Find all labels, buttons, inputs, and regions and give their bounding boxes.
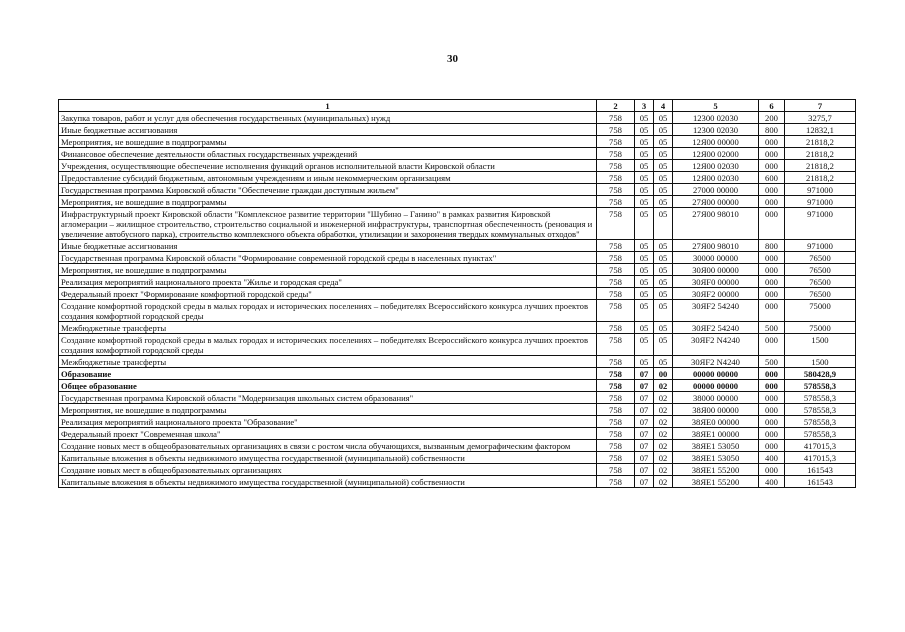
ministry-code-cell: 758 (597, 356, 635, 368)
header-cell: 2 (597, 100, 635, 112)
amount-cell: 21818,2 (785, 160, 856, 172)
row-name-cell: Создание комфортной городской среды в малых городах и исторических поселениях – победителях Всероссийского конкурса лучших проектов создания комфортной городской среды (59, 334, 597, 356)
table-row (59, 440, 856, 452)
expense-type-cell: 200 (759, 112, 785, 124)
subsection-code-cell: 02 (654, 476, 673, 488)
section-code-cell: 07 (635, 368, 654, 380)
subsection-code-cell: 02 (654, 452, 673, 464)
amount-cell: 417015,3 (785, 452, 856, 464)
expense-type-cell: 600 (759, 172, 785, 184)
ministry-code-cell: 758 (597, 112, 635, 124)
ministry-code-cell: 758 (597, 368, 635, 380)
section-code-cell: 07 (635, 380, 654, 392)
subsection-code-cell: 02 (654, 380, 673, 392)
ministry-code-cell: 758 (597, 252, 635, 264)
table-row (59, 136, 856, 148)
table-row (59, 322, 856, 334)
section-code-cell: 07 (635, 452, 654, 464)
row-name-cell: Создание комфортной городской среды в малых городах и исторических поселениях – победителях Всероссийского конкурса лучших проектов создания комфортной городской среды (59, 300, 597, 322)
target-article-cell: 30000 00000 (673, 252, 759, 264)
section-code-cell: 07 (635, 428, 654, 440)
ministry-code-cell: 758 (597, 416, 635, 428)
row-name-cell: Финансовое обеспечение деятельности областных государственных учреждений (59, 148, 597, 160)
table-header-row (59, 100, 856, 112)
row-name-cell: Создание новых мест в общеобразовательных организациях в связи с ростом числа обучающихся, вызванным демографическим фактором (59, 440, 597, 452)
table-row (59, 300, 856, 322)
expense-type-cell: 000 (759, 148, 785, 160)
section-code-cell: 07 (635, 476, 654, 488)
row-name-cell: Учреждения, осуществляющие обеспечение исполнения функций органов исполнительной власти Кировской области (59, 160, 597, 172)
table-row (59, 464, 856, 476)
row-name-cell: Мероприятия, не вошедшие в подпрограммы (59, 264, 597, 276)
ministry-code-cell: 758 (597, 300, 635, 322)
target-article-cell: 27Я00 98010 (673, 208, 759, 240)
subsection-code-cell: 05 (654, 160, 673, 172)
section-code-cell: 07 (635, 404, 654, 416)
subsection-code-cell: 05 (654, 240, 673, 252)
ministry-code-cell: 758 (597, 136, 635, 148)
row-name-cell: Мероприятия, не вошедшие в подпрограммы (59, 136, 597, 148)
section-code-cell: 07 (635, 440, 654, 452)
section-code-cell: 05 (635, 172, 654, 184)
amount-cell: 417015,3 (785, 440, 856, 452)
target-article-cell: 30ЯF2 N4240 (673, 334, 759, 356)
page-number: 30 (447, 53, 458, 65)
row-name-cell: Межбюджетные трансферты (59, 322, 597, 334)
expense-type-cell: 000 (759, 196, 785, 208)
header-cell: 1 (59, 100, 597, 112)
row-name-cell: Межбюджетные трансферты (59, 356, 597, 368)
amount-cell: 1500 (785, 334, 856, 356)
amount-cell: 1500 (785, 356, 856, 368)
target-article-cell: 30ЯF2 N4240 (673, 356, 759, 368)
amount-cell: 578558,3 (785, 428, 856, 440)
table-row (59, 208, 856, 240)
expense-type-cell: 500 (759, 356, 785, 368)
subsection-code-cell: 05 (654, 252, 673, 264)
amount-cell: 971000 (785, 196, 856, 208)
budget-table (58, 99, 856, 488)
section-code-cell: 05 (635, 196, 654, 208)
row-name-cell: Предоставление субсидий бюджетным, автономным учреждениям и иным некоммерческим организациям (59, 172, 597, 184)
subsection-code-cell: 05 (654, 148, 673, 160)
target-article-cell: 38ЯЕ1 55200 (673, 464, 759, 476)
ministry-code-cell: 758 (597, 196, 635, 208)
table-row (59, 404, 856, 416)
row-name-cell: Мероприятия, не вошедшие в подпрограммы (59, 196, 597, 208)
expense-type-cell: 000 (759, 428, 785, 440)
header-cell: 3 (635, 100, 654, 112)
row-name-cell: Реализация мероприятий национального проекта "Жилье и городская среда" (59, 276, 597, 288)
table-row (59, 184, 856, 196)
subsection-code-cell: 05 (654, 356, 673, 368)
section-code-cell: 07 (635, 416, 654, 428)
expense-type-cell: 000 (759, 264, 785, 276)
header-cell: 6 (759, 100, 785, 112)
ministry-code-cell: 758 (597, 440, 635, 452)
section-code-cell: 05 (635, 334, 654, 356)
row-name-cell: Государственная программа Кировской области "Формирование современной городской среды в населенных пунктах" (59, 252, 597, 264)
table-row (59, 416, 856, 428)
section-code-cell: 05 (635, 160, 654, 172)
section-code-cell: 05 (635, 136, 654, 148)
ministry-code-cell: 758 (597, 264, 635, 276)
row-name-cell: Иные бюджетные ассигнования (59, 124, 597, 136)
ministry-code-cell: 758 (597, 452, 635, 464)
expense-type-cell: 800 (759, 124, 785, 136)
expense-type-cell: 500 (759, 322, 785, 334)
expense-type-cell: 000 (759, 136, 785, 148)
amount-cell: 3275,7 (785, 112, 856, 124)
expense-type-cell: 000 (759, 404, 785, 416)
table-row (59, 276, 856, 288)
row-name-cell: Государственная программа Кировской области "Модернизация школьных систем образования" (59, 392, 597, 404)
target-article-cell: 30ЯF2 54240 (673, 300, 759, 322)
table-row (59, 380, 856, 392)
ministry-code-cell: 758 (597, 334, 635, 356)
subsection-code-cell: 05 (654, 196, 673, 208)
expense-type-cell: 000 (759, 440, 785, 452)
table-row (59, 148, 856, 160)
row-name-cell: Капитальные вложения в объекты недвижимого имущества государственной (муниципальной) собственности (59, 476, 597, 488)
row-name-cell: Закупка товаров, работ и услуг для обеспечения государственных (муниципальных) нужд (59, 112, 597, 124)
expense-type-cell: 000 (759, 334, 785, 356)
row-name-cell: Образование (59, 368, 597, 380)
table-row (59, 392, 856, 404)
table-row (59, 452, 856, 464)
expense-type-cell: 000 (759, 392, 785, 404)
ministry-code-cell: 758 (597, 464, 635, 476)
section-code-cell: 05 (635, 240, 654, 252)
row-name-cell: Государственная программа Кировской области "Обеспечение граждан доступным жильем" (59, 184, 597, 196)
target-article-cell: 12Я00 00000 (673, 136, 759, 148)
amount-cell: 578558,3 (785, 380, 856, 392)
amount-cell: 971000 (785, 184, 856, 196)
amount-cell: 21818,2 (785, 172, 856, 184)
header-cell: 4 (654, 100, 673, 112)
expense-type-cell: 000 (759, 416, 785, 428)
subsection-code-cell: 05 (654, 172, 673, 184)
amount-cell: 578558,3 (785, 392, 856, 404)
expense-type-cell: 000 (759, 380, 785, 392)
expense-type-cell: 000 (759, 276, 785, 288)
target-article-cell: 00000 00000 (673, 368, 759, 380)
ministry-code-cell: 758 (597, 288, 635, 300)
ministry-code-cell: 758 (597, 428, 635, 440)
target-article-cell: 38Я00 00000 (673, 404, 759, 416)
ministry-code-cell: 758 (597, 404, 635, 416)
section-code-cell: 05 (635, 288, 654, 300)
expense-type-cell: 000 (759, 184, 785, 196)
target-article-cell: 12Я00 02030 (673, 160, 759, 172)
target-article-cell: 27Я00 98010 (673, 240, 759, 252)
ministry-code-cell: 758 (597, 148, 635, 160)
table-row (59, 334, 856, 356)
target-article-cell: 27000 00000 (673, 184, 759, 196)
ministry-code-cell: 758 (597, 392, 635, 404)
table-row (59, 476, 856, 488)
amount-cell: 578558,3 (785, 416, 856, 428)
expense-type-cell: 000 (759, 288, 785, 300)
amount-cell: 21818,2 (785, 148, 856, 160)
expense-type-cell: 000 (759, 464, 785, 476)
amount-cell: 76500 (785, 252, 856, 264)
target-article-cell: 30ЯF0 00000 (673, 276, 759, 288)
ministry-code-cell: 758 (597, 184, 635, 196)
row-name-cell: Инфраструктурный проект Кировской области "Комплексное развитие территории "Шубино – Ганино" в рамках развития Кировской агломерации – жилищное строительство, строительство социальной и инженерной инфраструктуры, транспортная обеспеченность (реновация и увеличение автобусного парка), строительство комплексного объекта обработки, утилизации и захоронения твердых коммунальных отходов" (59, 208, 597, 240)
table-row (59, 252, 856, 264)
row-name-cell: Иные бюджетные ассигнования (59, 240, 597, 252)
table-row (59, 264, 856, 276)
target-article-cell: 12300 02030 (673, 124, 759, 136)
ministry-code-cell: 758 (597, 476, 635, 488)
amount-cell: 76500 (785, 288, 856, 300)
subsection-code-cell: 05 (654, 136, 673, 148)
amount-cell: 75000 (785, 300, 856, 322)
row-name-cell: Федеральный проект "Современная школа" (59, 428, 597, 440)
subsection-code-cell: 02 (654, 440, 673, 452)
target-article-cell: 38ЯЕ1 53050 (673, 452, 759, 464)
amount-cell: 75000 (785, 322, 856, 334)
expense-type-cell: 400 (759, 476, 785, 488)
subsection-code-cell: 00 (654, 368, 673, 380)
target-article-cell: 00000 00000 (673, 380, 759, 392)
subsection-code-cell: 02 (654, 404, 673, 416)
expense-type-cell: 800 (759, 240, 785, 252)
amount-cell: 971000 (785, 240, 856, 252)
target-article-cell: 38ЯЕ1 00000 (673, 428, 759, 440)
section-code-cell: 05 (635, 300, 654, 322)
row-name-cell: Федеральный проект "Формирование комфортной городской среды" (59, 288, 597, 300)
table-row (59, 368, 856, 380)
target-article-cell: 12Я00 02030 (673, 172, 759, 184)
section-code-cell: 05 (635, 264, 654, 276)
amount-cell: 580428,9 (785, 368, 856, 380)
section-code-cell: 05 (635, 124, 654, 136)
ministry-code-cell: 758 (597, 276, 635, 288)
target-article-cell: 38ЯЕ0 00000 (673, 416, 759, 428)
target-article-cell: 38ЯЕ1 55200 (673, 476, 759, 488)
section-code-cell: 05 (635, 322, 654, 334)
subsection-code-cell: 05 (654, 288, 673, 300)
table-row (59, 428, 856, 440)
amount-cell: 578558,3 (785, 404, 856, 416)
subsection-code-cell: 05 (654, 184, 673, 196)
ministry-code-cell: 758 (597, 380, 635, 392)
section-code-cell: 05 (635, 112, 654, 124)
section-code-cell: 05 (635, 276, 654, 288)
table-row (59, 112, 856, 124)
row-name-cell: Мероприятия, не вошедшие в подпрограммы (59, 404, 597, 416)
expense-type-cell: 000 (759, 368, 785, 380)
table-row (59, 356, 856, 368)
table-row (59, 124, 856, 136)
section-code-cell: 05 (635, 184, 654, 196)
target-article-cell: 12Я00 02000 (673, 148, 759, 160)
header-cell: 7 (785, 100, 856, 112)
subsection-code-cell: 05 (654, 300, 673, 322)
row-name-cell: Создание новых мест в общеобразовательных организациях (59, 464, 597, 476)
ministry-code-cell: 758 (597, 208, 635, 240)
table-row (59, 240, 856, 252)
amount-cell: 76500 (785, 276, 856, 288)
target-article-cell: 30ЯF2 54240 (673, 322, 759, 334)
row-name-cell: Капитальные вложения в объекты недвижимого имущества государственной (муниципальной) собственности (59, 452, 597, 464)
subsection-code-cell: 05 (654, 264, 673, 276)
section-code-cell: 05 (635, 148, 654, 160)
section-code-cell: 07 (635, 464, 654, 476)
subsection-code-cell: 02 (654, 428, 673, 440)
row-name-cell: Реализация мероприятий национального проекта "Образование" (59, 416, 597, 428)
amount-cell: 161543 (785, 476, 856, 488)
target-article-cell: 38ЯЕ1 53050 (673, 440, 759, 452)
target-article-cell: 30Я00 00000 (673, 264, 759, 276)
table-row (59, 172, 856, 184)
target-article-cell: 38000 00000 (673, 392, 759, 404)
amount-cell: 971000 (785, 208, 856, 240)
row-name-cell: Общее образование (59, 380, 597, 392)
subsection-code-cell: 02 (654, 392, 673, 404)
expense-type-cell: 000 (759, 160, 785, 172)
target-article-cell: 27Я00 00000 (673, 196, 759, 208)
subsection-code-cell: 05 (654, 322, 673, 334)
ministry-code-cell: 758 (597, 160, 635, 172)
expense-type-cell: 400 (759, 452, 785, 464)
target-article-cell: 12300 02030 (673, 112, 759, 124)
section-code-cell: 07 (635, 392, 654, 404)
subsection-code-cell: 05 (654, 208, 673, 240)
expense-type-cell: 000 (759, 252, 785, 264)
ministry-code-cell: 758 (597, 172, 635, 184)
section-code-cell: 05 (635, 208, 654, 240)
subsection-code-cell: 02 (654, 464, 673, 476)
expense-type-cell: 000 (759, 208, 785, 240)
section-code-cell: 05 (635, 252, 654, 264)
target-article-cell: 30ЯF2 00000 (673, 288, 759, 300)
table-row (59, 288, 856, 300)
section-code-cell: 05 (635, 356, 654, 368)
amount-cell: 76500 (785, 264, 856, 276)
header-cell: 5 (673, 100, 759, 112)
ministry-code-cell: 758 (597, 240, 635, 252)
subsection-code-cell: 05 (654, 124, 673, 136)
table-row (59, 196, 856, 208)
ministry-code-cell: 758 (597, 124, 635, 136)
amount-cell: 12832,1 (785, 124, 856, 136)
expense-type-cell: 000 (759, 300, 785, 322)
table-row (59, 160, 856, 172)
subsection-code-cell: 05 (654, 276, 673, 288)
subsection-code-cell: 05 (654, 112, 673, 124)
amount-cell: 21818,2 (785, 136, 856, 148)
subsection-code-cell: 05 (654, 334, 673, 356)
amount-cell: 161543 (785, 464, 856, 476)
ministry-code-cell: 758 (597, 322, 635, 334)
subsection-code-cell: 02 (654, 416, 673, 428)
